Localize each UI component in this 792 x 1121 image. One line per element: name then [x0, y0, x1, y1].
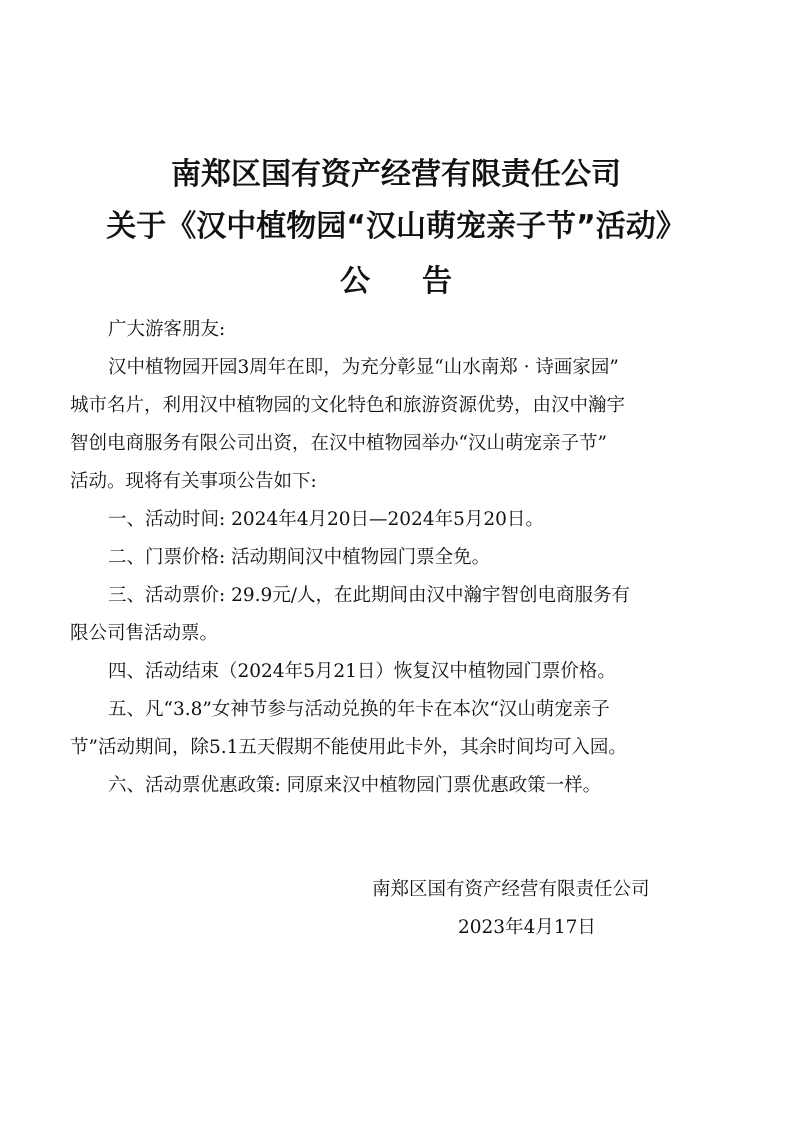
greeting: 广大游客朋友:	[108, 319, 226, 340]
intro-line-3: 智创电商服务有限公司出资，在汉中植物园举办“汉山萌宠亲子节”	[70, 433, 607, 454]
title-organization: 南郑区国有资产经营有限责任公司	[171, 157, 621, 192]
title-notice: 公告	[340, 264, 504, 299]
item-5-annual-card-line-2: 节”活动期间，除5.1五天假期不能使用此卡外，其余时间均可入园。	[70, 737, 627, 758]
intro-line-1: 汉中植物园开园3周年在即，为充分彰显“山水南郑 · 诗画家园”	[108, 357, 619, 378]
intro-line-4: 活动。现将有关事项公告如下:	[70, 471, 317, 492]
signature-date: 2023年4月17日	[458, 917, 596, 938]
item-5-annual-card-line-1: 五、凡“3.8”女神节参与活动兑换的年卡在本次“汉山萌宠亲子	[108, 699, 610, 720]
item-3-activity-ticket-line-1: 三、活动票价: 29.9元/人，在此期间由汉中瀚宇智创电商服务有	[108, 585, 631, 606]
item-4-activity-end: 四、活动结束（2024年5月21日）恢复汉中植物园门票价格。	[108, 661, 616, 682]
item-3-activity-ticket-line-2: 限公司售活动票。	[70, 623, 219, 644]
intro-line-2: 城市名片，利用汉中植物园的文化特色和旅游资源优势，由汉中瀚宇	[70, 395, 626, 416]
item-6-discount-policy: 六、活动票优惠政策: 同原来汉中植物园门票优惠政策一样。	[108, 775, 602, 796]
item-1-activity-time: 一、活动时间: 2024年4月20日—2024年5月20日。	[108, 509, 544, 530]
title-subject: 关于《汉中植物园“汉山萌宠亲子节”活动》	[106, 209, 686, 244]
item-2-ticket-price: 二、门票价格: 活动期间汉中植物园门票全免。	[108, 547, 491, 568]
signature-organization: 南郑区国有资产经营有限责任公司	[372, 879, 650, 900]
